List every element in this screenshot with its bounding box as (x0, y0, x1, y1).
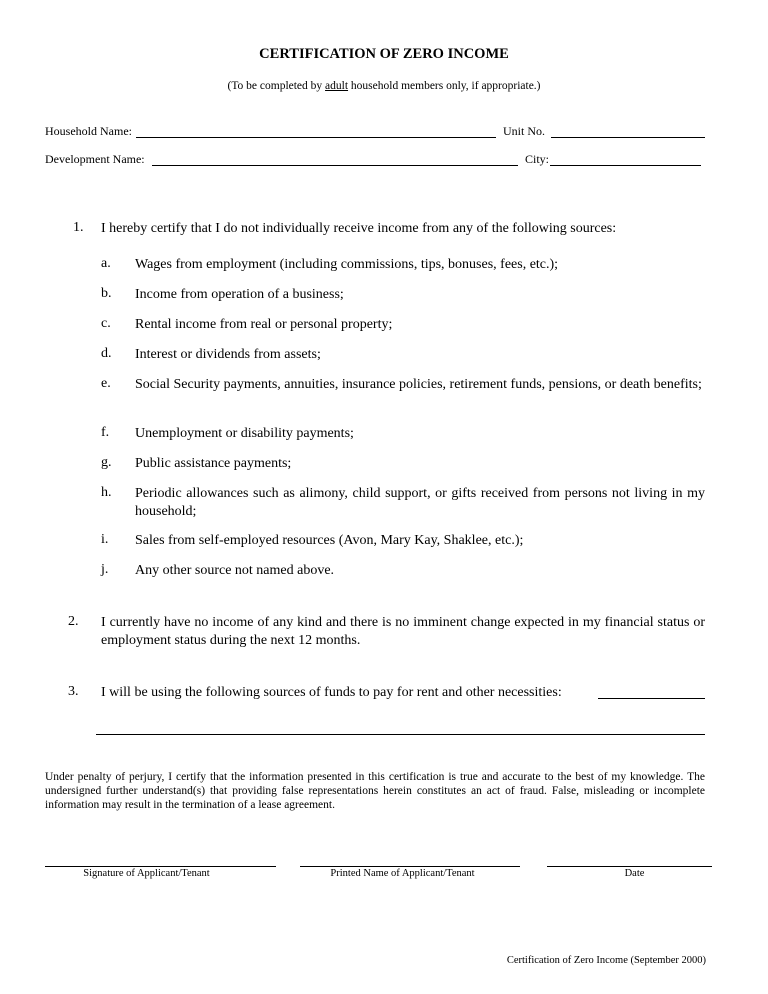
source-text: Wages from employment (including commissions, tips, bonuses, fees, etc.); (135, 257, 559, 272)
source-text: Periodic allowances such as alimony, child support, or gifts received from persons not living in my household; (135, 486, 705, 519)
source-letter: b. (101, 286, 112, 301)
signature-label: Signature of Applicant/Tenant (83, 868, 210, 879)
household-name-label: Household Name: (45, 124, 132, 138)
source-letter: d. (101, 346, 112, 361)
household-name-field[interactable] (136, 137, 496, 138)
page-subtitle (0, 80, 768, 92)
city-label: City: (525, 152, 550, 166)
page-footer: Certification of Zero Income (September 2000) (506, 955, 706, 966)
source-text: Sales from self-employed resources (Avon, Mary Kay, Shaklee, etc.); (135, 533, 524, 548)
printed-name-label: Printed Name of Applicant/Tenant (330, 868, 475, 879)
city-field[interactable] (550, 165, 701, 166)
item-text: I will be using the following sources of funds to pay for rent and other necessities: (101, 685, 562, 700)
subtitle-underlined: adult (325, 80, 349, 92)
source-letter: e. (101, 376, 111, 391)
subtitle-before: (To be completed by (227, 80, 326, 92)
item-number: 1. (73, 220, 84, 235)
printed-name-field[interactable] (300, 866, 520, 867)
source-letter: h. (101, 485, 112, 500)
subtitle-after: household members only, if appropriate.) (348, 80, 541, 92)
development-name-label: Development Name: (45, 152, 145, 166)
source-letter: i. (101, 532, 109, 547)
item-text: I hereby certify that I do not individually receive income from any of the following sources: (101, 221, 617, 236)
date-field[interactable] (547, 866, 712, 867)
item-number: 3. (68, 684, 79, 699)
unit-no-field[interactable] (551, 137, 705, 138)
source-text: Public assistance payments; (135, 456, 292, 471)
signature-field[interactable] (45, 866, 276, 867)
item-text: I currently have no income of any kind and there is no imminent change expected in my financial status or employment status during the next 12 months. (101, 615, 705, 648)
source-text: Income from operation of a business; (135, 287, 344, 302)
source-letter: j. (101, 562, 109, 577)
source-letter: c. (101, 316, 111, 331)
source-letter: a. (101, 256, 111, 271)
source-text: Interest or dividends from assets; (135, 347, 321, 362)
unit-no-label: Unit No. (503, 124, 545, 138)
page-title: CERTIFICATION OF ZERO INCOME (259, 46, 509, 62)
item-number: 2. (68, 614, 79, 629)
source-letter: g. (101, 455, 112, 470)
source-text: Social Security payments, annuities, insurance policies, retirement funds, pensions, or death benefits; (135, 377, 702, 392)
funds-source-field-line-2[interactable] (96, 734, 705, 735)
source-text: Any other source not named above. (135, 563, 335, 578)
date-label: Date (624, 868, 645, 879)
funds-source-field[interactable] (598, 698, 705, 699)
source-text: Unemployment or disability payments; (135, 426, 354, 441)
penalty-statement: Under penalty of perjury, I certify that the information presented in this certification is true and accurate to the best of my knowledge. The undersigned further understand(s) that providing false representations herein constitutes an act of fraud. False, misleading or incomplete information may result in the termination of a lease agreement. (45, 771, 705, 811)
source-text: Rental income from real or personal property; (135, 317, 393, 332)
development-name-field[interactable] (152, 165, 518, 166)
source-letter: f. (101, 425, 110, 440)
